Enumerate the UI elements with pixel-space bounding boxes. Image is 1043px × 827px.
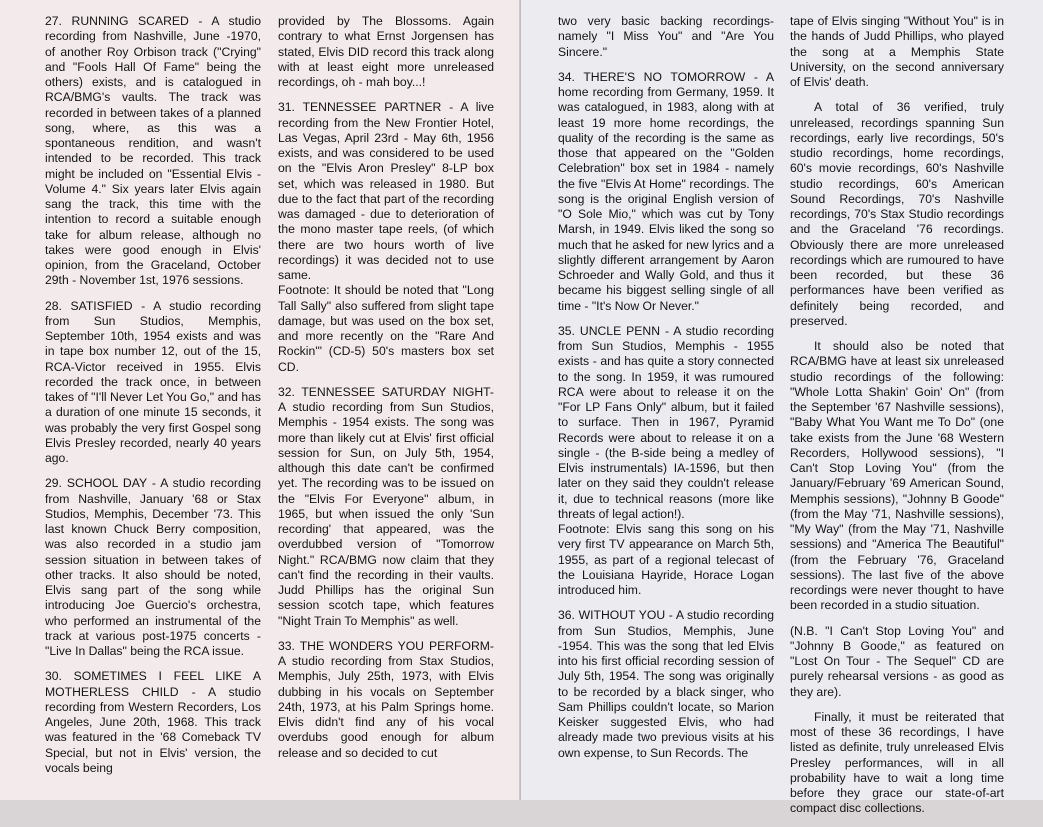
left-page bbox=[0, 0, 521, 800]
entry-27-running-scared: 27. RUNNING SCARED - A studio recording from Nashville, June -1970, of another Roy Orbison track ("Crying" and "Fools Hall Of Fame" being the others) exists, and is catalogued in RCA/BMG's vaults. The track was recorded in between takes of a planned song, where, as this was a spontaneous rendition, and wasn't intended to be recorded. This track might be included on "Essential Elvis - Volume 4." Six years later Elvis again sang the track, this time with the intention to record a suitable enough take for album release, although no takes were good enough in Elvis' opinion, from the Graceland, October 29th - November 1st, 1976 sessions. bbox=[45, 14, 261, 288]
closing-paragraph: Finally, it must be reiterated that most of these 36 recordings, I have listed as definite, truly unreleased Elvis Presley performances, will in all probability have to wait a long time before they grace our state-of-art compact disc collections. bbox=[790, 709, 1004, 816]
entry-36-without-you: 36. WITHOUT YOU - A studio recording from Sun Studios, Memphis, June -1954. This was the song that led Elvis into his first official recording session of July 5th, 1954. The song was originally to be recorded by a black singer, who Sam Phillips couldn't locate, so Marion Keisker suggested Elvis, who had already made two previous visits at his own expense, to Sun Records. The bbox=[558, 608, 774, 760]
rca-bmg-note-paragraph: It should also be noted that RCA/BMG have at least six unreleased studio recordings of the following: "Whole Lotta Shakin' Goin' On" (from the September '67 Nashville sessions), "Baby What You Want me To Do" (one take exists from the June '68 Western Recorders, Hollywood sessions), "I Can't Stop Loving You" (from the January/February '69 American Sound, Memphis sessions), "Johnny B Goode" (from the May '71, Nashville sessions), "My Way" (from the May '71, Nashville sessions) and "America The Beautiful" (from the February '76, Graceland sessions). The last five of the above recordings were never thought to have been recorded in a studio situation. bbox=[790, 339, 1004, 613]
entry-30-motherless-child: 30. SOMETIMES I FEEL LIKE A MOTHERLESS CHILD - A studio recording from Western Recorders, Los Angeles, June 20th, 1968. This track was featured in the '68 Comeback TV Special, but not in Elvis' version, the vocals being bbox=[45, 669, 261, 775]
text-column-1 bbox=[45, 14, 261, 786]
entry-35-uncle-penn: 35. UNCLE PENN - A studio recording from Sun Studios, Memphis - 1955 exists - and has quite a story connected to the song. In 1959, it was rumoured RCA were about to release it on the "For LP Fans Only" album, but it failed to surface. Then in 1967, Pyramid Records were about to release it on a single - (the B-side being a medley of Elvis instrumentals) IA-1596, but then later on they said they couldn't release it, due to technical reasons (more like threats of legal action!). bbox=[558, 323, 774, 521]
entry-28-satisfied: 28. SATISFIED - A studio recording from Sun Studios, Memphis, September 10th, 1954 exists and was in tape box number 12, out of the 15, RCA-Victor received in 1955. Elvis recorded the track once, in between takes of "I'll Never Let You Go," and has a duration of one minute 15 seconds, it was probably the very first Gospel song Elvis Presley recorded, nearly 40 years ago. bbox=[45, 298, 261, 465]
right-page bbox=[521, 0, 1043, 816]
footnote-louisiana-hayride: Footnote: Elvis sang this song on his very first TV appearance on March 5th, 1955, as part of a regional telecast of the Louisiana Hayride, Horace Logan introduced him. bbox=[558, 522, 774, 597]
entry-30-continued: provided by The Blossoms. Again contrary to what Ernst Jorgensen has stated, Elvis DID record this track along with at least eight more unreleased recordings, oh - mah boy...! bbox=[278, 14, 494, 89]
entry-31-tennessee-partner: 31. TENNESSEE PARTNER - A live recording from the New Frontier Hotel, Las Vegas, April 23rd - May 6th, 1956 exists, and was considered to be used on the "Elvis Aron Presley" 8-LP box set, which was released in 1980. But due to the fact that part of the recording was damaged - due to deterioration of the mono master tape reels, (of which there are two hours worth of live recordings) it was decided not to use same. bbox=[278, 100, 494, 282]
entry-33-wonders-you-perform: 33. THE WONDERS YOU PERFORM- A studio recording from Stax Studios, Memphis, July 25th, 1973, with Elvis dubbing in his vocals on September 24th, 1973, at his Palm Springs home. Elvis didn't find any of his vocal overdubs good enough for album release and so decided to cut bbox=[278, 638, 494, 760]
entry-29-school-day: 29. SCHOOL DAY - A studio recording from Nashville, January '68 or Stax Studios, Memphis, December '73. This last known Chuck Berry composition, was also recorded in a studio jam session situation in between takes of other tracks. It also should be noted, Elvis sang part of the song while introducing Joe Guercio's orchestra, who performed an instrumental of the track at various post-1975 concerts - "Live In Dallas" being the RCA issue. bbox=[45, 476, 261, 658]
text-column-2 bbox=[278, 14, 494, 771]
text-column-3 bbox=[558, 14, 774, 771]
entry-33-continued: two very basic backing recordings- namely "I Miss You" and "Are You Sincere." bbox=[558, 14, 774, 59]
nb-paragraph: (N.B. "I Can't Stop Loving You" and "Johnny B Goode," as featured on "Lost On Tour - The Sequel" CD are purely rehearsal versions - as good as they are). bbox=[790, 623, 1004, 699]
footnote-long-tall-sally: Footnote: It should be noted that "Long Tall Sally" also suffered from slight tape damage, but was used on the box set, and more recently on the "Rare And Rockin'" (CD-5) 50's masters box set CD. bbox=[278, 283, 494, 374]
text-column-4 bbox=[790, 14, 1004, 827]
entry-34-theres-no-tomorrow: 34. THERE'S NO TOMORROW - A home recording from Germany, 1959. It was catalogued, in 1983, along with at least 19 more home recordings, the quality of the recording is the same as those that appeared on the "Golden Celebration" box set in 1984 - namely the five "Elvis At Home" recordings. The song is the original English version of "O Sole Mio," which was cut by Tony Marsh, in 1949. Elvis liked the song so much that he asked for new lyrics and a slightly different arrangement by Aaron Schroeder and Wally Gold, and thus it became his biggest selling single of all time - "It's Now Or Never." bbox=[558, 69, 774, 313]
entry-32-tennessee-saturday-night: 32. TENNESSEE SATURDAY NIGHT- A studio recording from Sun Studios, Memphis - 1954 exists. The song was more than likely cut at Elvis' first official session for Sun, on July 5th, 1954, although this date can't be confirmed yet. The recording was to be issued on the "Elvis For Everyone" album, in 1965, but when issued the only 'Sun recording' that appeared, was the overdubbed version of "Tomorrow Night." RCA/BMG now claim that they can't find the recording in their vaults. Judd Phillips has the original Sun session scotch tape, which features "Night Train To Memphis" as well. bbox=[278, 384, 494, 628]
summary-paragraph: A total of 36 verified, truly unreleased, recordings spanning Sun recordings, early live recordings, 50's studio recordings, home recordings, 60's movie recordings, 60's Nashville studio recordings, 60's American Sound Recordings, 70's Nashville recordings, 70's Stax Studio recordings and the Graceland '76 recordings. Obviously there are more unreleased recordings which are rumoured to have been recorded, but these 36 performances have been verified as definitely being recorded, and preserved. bbox=[790, 100, 1004, 328]
entry-36-continued: tape of Elvis singing "Without You" is in the hands of Judd Phillips, who played the song at a Memphis State University, on the second anniversary of Elvis' death. bbox=[790, 14, 1004, 89]
